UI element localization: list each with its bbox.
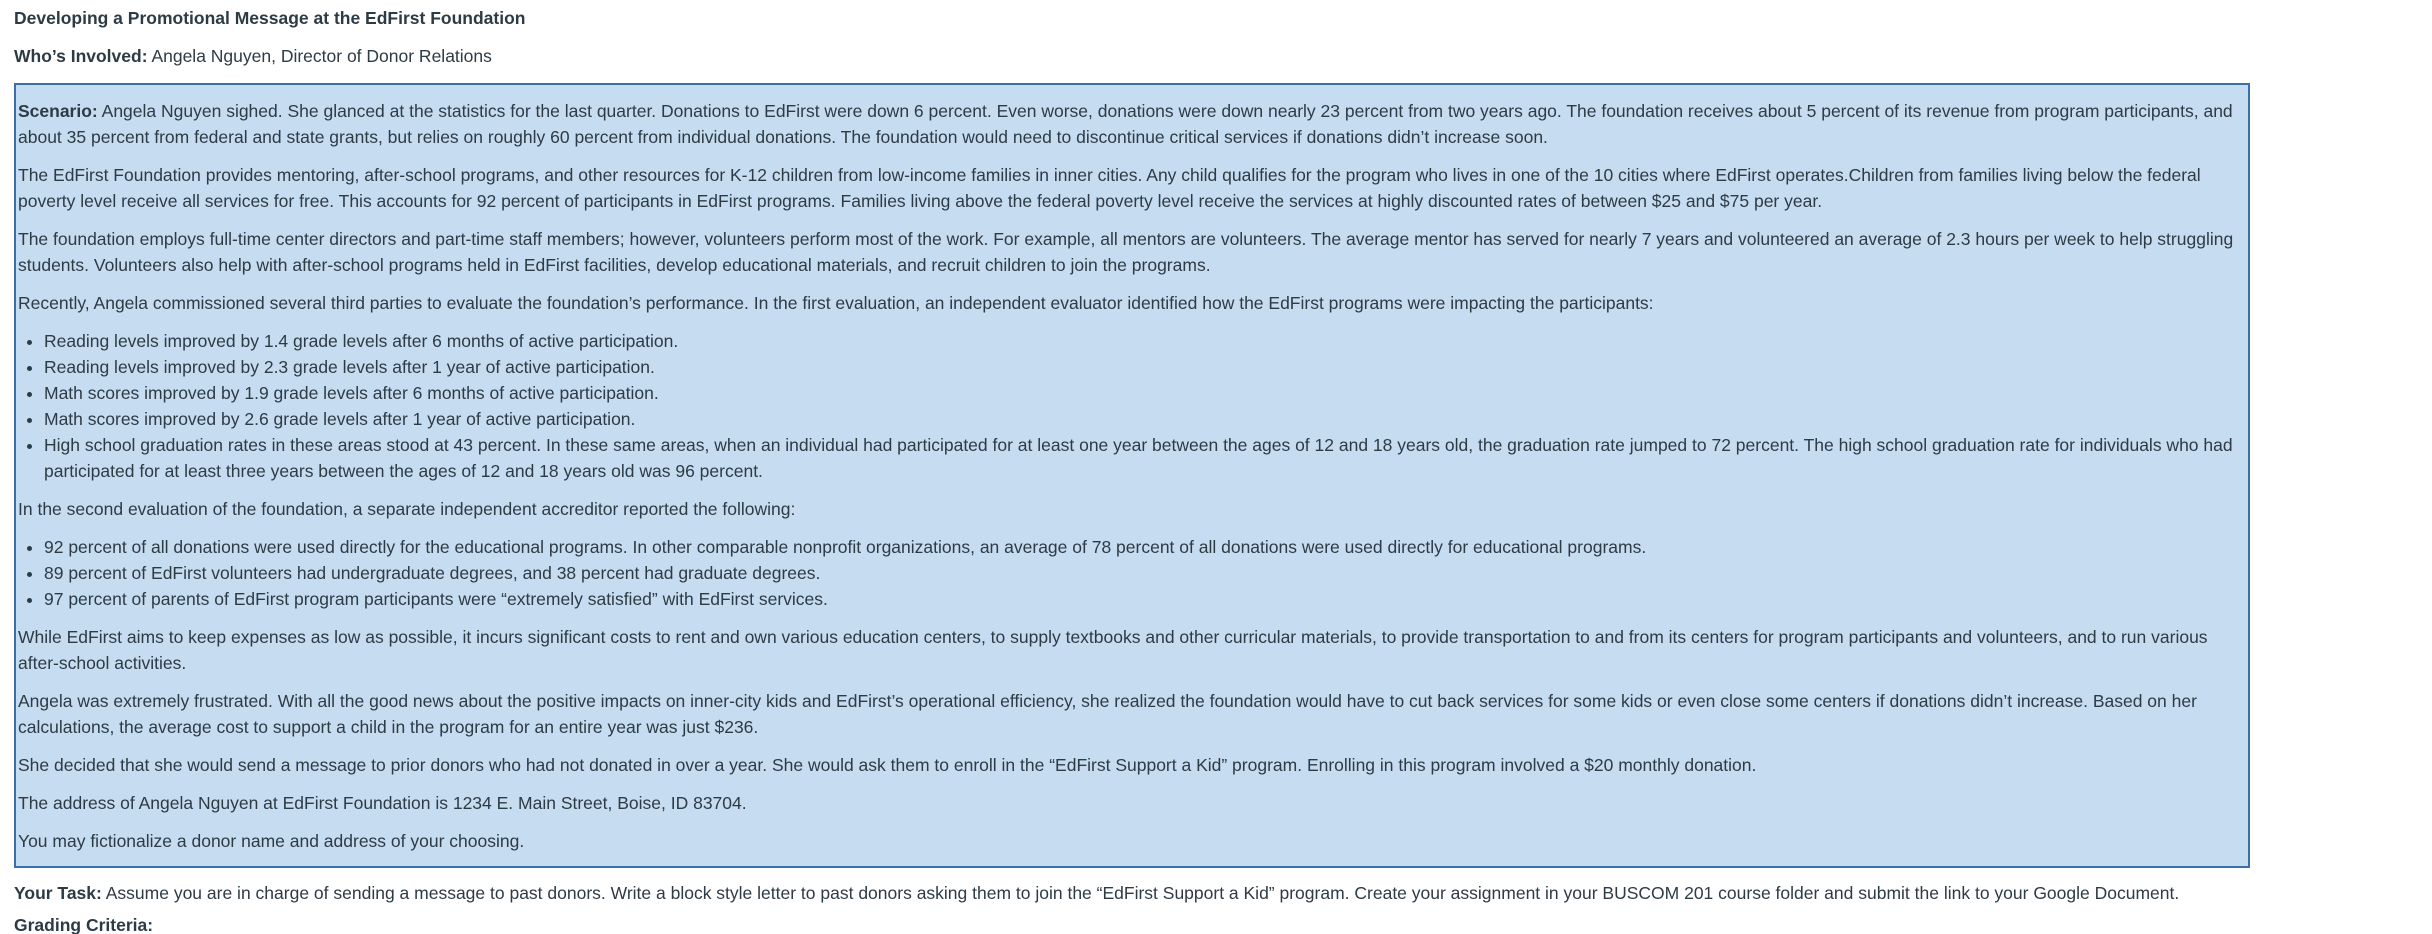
first-evaluation-list xyxy=(18,328,2246,484)
scenario-paragraph-4: Recently, Angela commissioned several third parties to evaluate the foundation’s performance. In the first evaluation, an independent evaluator identified how the EdFirst programs were impacting the participants: xyxy=(18,293,1654,313)
list-item: • High school graduation rates in these areas stood at 43 percent. In these same areas, when an individual had participated for at least one year between the ages of 12 and 18 years old, the graduation rate jumped to 72 percent. The high school graduation rate for individuals who had participated for at least three years between the ages of 12 and 18 years old was 96 percent. xyxy=(44,432,2246,484)
scenario-paragraph-2: The EdFirst Foundation provides mentoring, after-school programs, and other resources for K-12 children from low-income families in inner cities. Any child qualifies for the program who lives in one of the 10 cities where EdFirst operates.Children from families living below the federal poverty level receive all services for free. This accounts for 92 percent of participants in EdFirst programs. Families living above the federal poverty level receive the services at highly discounted rates of between $25 and $75 per year. xyxy=(18,165,2201,211)
scenario-intro-text: Angela Nguyen sighed. She glanced at the statistics for the last quarter. Donations to EdFirst were down 6 percent. Even worse, donations were down nearly 23 percent from two years ago. The foundation receives about 5 percent of its revenue from program participants, and about 35 percent from federal and state grants, but relies on roughly 60 percent from individual donations. The foundation would need to discontinue critical services if donations didn’t increase soon. xyxy=(18,101,2233,147)
who-involved-label: Who’s Involved: xyxy=(14,46,148,66)
scenario-paragraph-9: The address of Angela Nguyen at EdFirst Foundation is 1234 E. Main Street, Boise, ID 83704. xyxy=(18,793,747,813)
scenario-box xyxy=(14,83,2250,868)
your-task-text: Assume you are in charge of sending a message to past donors. Write a block style letter to past donors asking them to join the “EdFirst Support a Kid” program. Create your assignment in your BUSCOM 201 course folder and submit the link to your Google Document. xyxy=(105,883,2180,903)
who-involved-value: Angela Nguyen, Director of Donor Relations xyxy=(151,46,492,66)
scenario-paragraph-3: The foundation employs full-time center directors and part-time staff members; however, volunteers perform most of the work. For example, all mentors are volunteers. The average mentor has served for nearly 7 years and volunteered an average of 2.3 hours per week to help struggling students. Volunteers also help with after-school programs held in EdFirst facilities, develop educational materials, and recruit children to join the programs. xyxy=(18,229,2234,275)
scenario-intro xyxy=(18,98,2246,150)
second-evaluation-list xyxy=(18,534,2246,612)
scenario-paragraph-5: In the second evaluation of the foundation, a separate independent accreditor reported the following: xyxy=(18,499,796,519)
list-item: • Reading levels improved by 1.4 grade levels after 6 months of active participation. xyxy=(44,328,2246,354)
your-task xyxy=(14,880,2432,906)
list-item: • 92 percent of all donations were used directly for the educational programs. In other comparable nonprofit organizations, an average of 78 percent of all donations were used directly for educational programs. xyxy=(44,534,2246,560)
list-item: • Math scores improved by 2.6 grade levels after 1 year of active participation. xyxy=(44,406,2246,432)
list-item: • 97 percent of parents of EdFirst program participants were “extremely satisfied” with EdFirst services. xyxy=(44,586,2246,612)
grading-criteria-heading: Grading Criteria: xyxy=(14,915,154,934)
scenario-paragraph-10: You may fictionalize a donor name and address of your choosing. xyxy=(18,831,525,851)
list-item: • 89 percent of EdFirst volunteers had undergraduate degrees, and 38 percent had graduate degrees. xyxy=(44,560,2246,586)
who-involved xyxy=(14,43,2432,69)
scenario-label: Scenario: xyxy=(18,101,98,121)
scenario-paragraph-8: She decided that she would send a message to prior donors who had not donated in over a year. She would ask them to enroll in the “EdFirst Support a Kid” program. Enrolling in this program involved a $20 monthly donation. xyxy=(18,755,1757,775)
your-task-label: Your Task: xyxy=(14,883,102,903)
scenario-paragraph-7: Angela was extremely frustrated. With all the good news about the positive impacts on inner-city kids and EdFirst’s operational efficiency, she realized the foundation would have to cut back services for some kids or even close some centers if donations didn’t increase. Based on her calculations, the average cost to support a child in the program for an entire year was just $236. xyxy=(18,691,2197,737)
list-item: • Reading levels improved by 2.3 grade levels after 1 year of active participation. xyxy=(44,354,2246,380)
scenario-paragraph-6: While EdFirst aims to keep expenses as low as possible, it incurs significant costs to rent and own various education centers, to supply textbooks and other curricular materials, to provide transportation to and from its centers for program participants and volunteers, and to run various after-school activities. xyxy=(18,627,2208,673)
page-title: Developing a Promotional Message at the EdFirst Foundation xyxy=(14,8,526,28)
list-item: • Math scores improved by 1.9 grade levels after 6 months of active participation. xyxy=(44,380,2246,406)
